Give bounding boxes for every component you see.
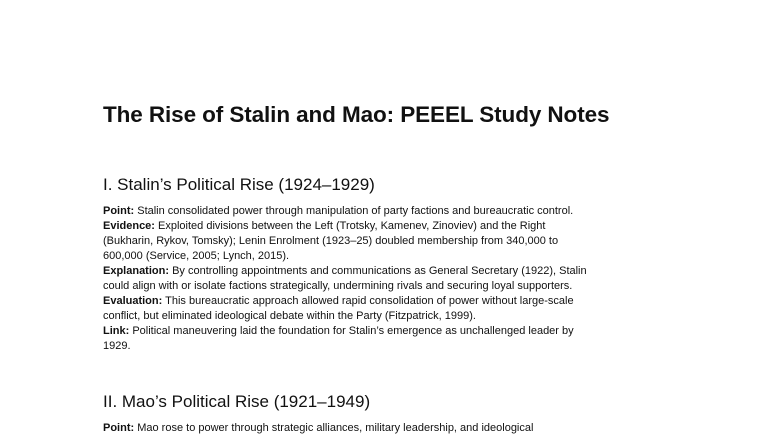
line-text: Stalin consolidated power through manipulation of party factions and bureaucratic control. [134, 205, 574, 217]
section-heading-mao: II. Mao’s Political Rise (1921–1949) [103, 392, 371, 411]
paragraph-line [103, 204, 683, 219]
line-text: conflict, but eliminated ideological debate within the Party (Fitzpatrick, 1999). [103, 310, 476, 322]
line-text: By controlling appointments and communications as General Secretary (1922), Stalin [169, 265, 587, 277]
line-label: Evidence: [103, 220, 155, 232]
line-label: Evaluation: [103, 295, 163, 307]
line-label: Explanation: [103, 265, 170, 277]
page-title: The Rise of Stalin and Mao: PEEEL Study Notes [103, 102, 610, 127]
line-text: 1929. [103, 340, 131, 352]
line-label: Link: [103, 325, 130, 337]
paragraph-line [103, 219, 683, 234]
paragraph-line [103, 264, 683, 279]
line-text: Mao rose to power through strategic alliances, military leadership, and ideological [134, 422, 534, 434]
section-heading-stalin: I. Stalin’s Political Rise (1924–1929) [103, 175, 375, 194]
line-text: This bureaucratic approach allowed rapid consolidation of power without large-scale [162, 295, 574, 307]
paragraph-line [103, 249, 683, 264]
paragraph-line [103, 339, 683, 354]
line-text: could align with or isolate factions strategically, undermining rivals and securing loyal supporters. [103, 280, 573, 292]
paragraph-line [103, 234, 683, 249]
paragraph-line [103, 324, 683, 339]
line-text: 600,000 (Service, 2005; Lynch, 2015). [103, 250, 290, 262]
paragraph-line [103, 421, 683, 436]
line-label: Point: [103, 205, 135, 217]
section-body-stalin [103, 204, 683, 354]
line-text: (Bukharin, Rykov, Tomsky); Lenin Enrolment (1923–25) doubled membership from 340,000 to [103, 235, 559, 247]
line-text: Political maneuvering laid the foundation for Stalin’s emergence as unchallenged leader by [129, 325, 574, 337]
paragraph-line [103, 279, 683, 294]
paragraph-line [103, 294, 683, 309]
section-body-mao [103, 421, 683, 436]
line-label: Point: [103, 422, 135, 434]
paragraph-line [103, 309, 683, 324]
line-text: Exploited divisions between the Left (Trotsky, Kamenev, Zinoviev) and the Right [154, 220, 546, 232]
